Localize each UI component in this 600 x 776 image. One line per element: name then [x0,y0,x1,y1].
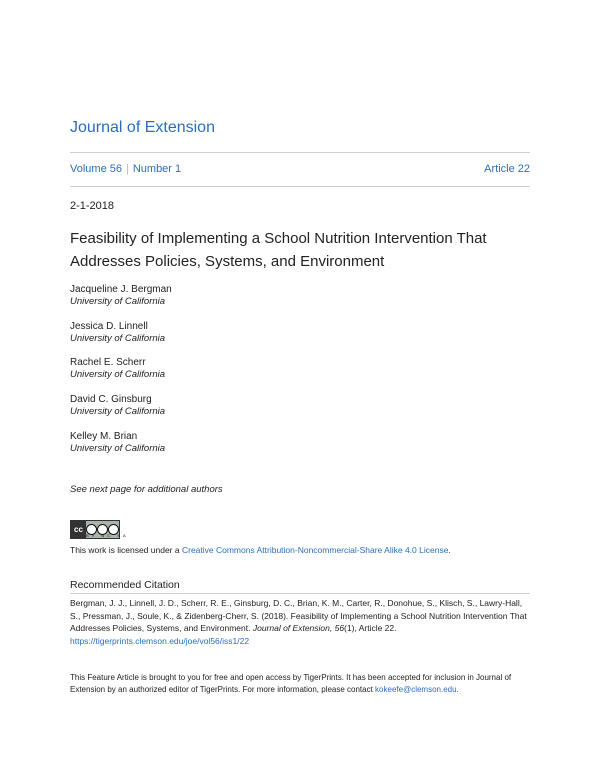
badge-label-nc: NC [101,533,114,538]
access-notice [70,672,530,695]
citation-url-link[interactable]: https://tigerprints.clemson.edu/joe/vol56/iss1/22 [70,635,250,646]
author-entry [70,394,165,418]
author-entry [70,357,165,381]
bottom-divider [70,186,530,187]
issue-separator: | [125,163,129,175]
author-entry [70,284,172,308]
license-statement [70,545,451,555]
top-divider [70,152,530,153]
access-notice-suffix: . [456,684,459,694]
citation-divider [70,593,530,594]
citation-body: Bergman, J. J., Linnell, J. D., Scherr, R. E., Ginsburg, D. C., Brian, K. M., Carter, R., Donohue, S., Klisch, S., Lawry-Hall, S., Pressman, J., Soule, K., & Zidenberg-Cherr, S. (2018). Feasibility of Implementing a School Nutrition Intervention That Addresses Policies, Systems, and Environment. [70,598,527,633]
issue-info-row [70,163,530,175]
author-entry [70,321,165,345]
author-affiliation: University of California [70,443,166,454]
author-name: David C. Ginsburg [70,394,152,405]
author-affiliation: University of California [70,333,166,344]
author-affiliation: University of California [70,296,166,307]
journal-title-link[interactable]: Journal of Extension [70,119,215,136]
cc-badge-labels [86,533,129,538]
badge-label-sa: SA [117,533,129,538]
number-link[interactable]: Number 1 [132,163,182,175]
license-suffix: . [448,545,451,555]
author-name: Rachel E. Scherr [70,357,146,368]
cc-icon: cc [71,521,86,538]
citation-journal: Journal of Extension, 56 [252,623,345,633]
author-name: Jacqueline J. Bergman [70,284,172,295]
author-name: Jessica D. Linnell [70,321,148,332]
citation-text [70,597,530,647]
article-title: Feasibility of Implementing a School Nutrition Intervention That Addresses Policies, Systems, and Environment [70,230,487,270]
citation-issue: (1), Article 22. [344,623,397,633]
author-entry [70,431,165,455]
publication-date: 2-1-2018 [70,200,115,212]
access-notice-text: This Feature Article is brought to you for free and open access by TigerPrints. It has been accepted for inclusion in Journal of Extension by an authorized editor of TigerPrints. For more information, please contact [70,673,512,694]
author-affiliation: University of California [70,369,166,380]
volume-link[interactable]: Volume 56 [70,163,122,175]
article-number-link[interactable]: Article 22 [484,163,530,175]
contact-email-link[interactable]: kokeefe@clemson.edu [375,684,457,694]
license-link[interactable]: Creative Commons Attribution-Noncommercial-Share Alike 4.0 License [181,545,449,555]
author-name: Kelley M. Brian [70,431,138,442]
additional-authors-note: See next page for additional authors [70,484,223,495]
recommended-citation-heading: Recommended Citation [70,579,180,591]
author-affiliation: University of California [70,406,166,417]
license-prefix: This work is licensed under a [70,545,182,555]
badge-label-by: BY [86,533,98,538]
